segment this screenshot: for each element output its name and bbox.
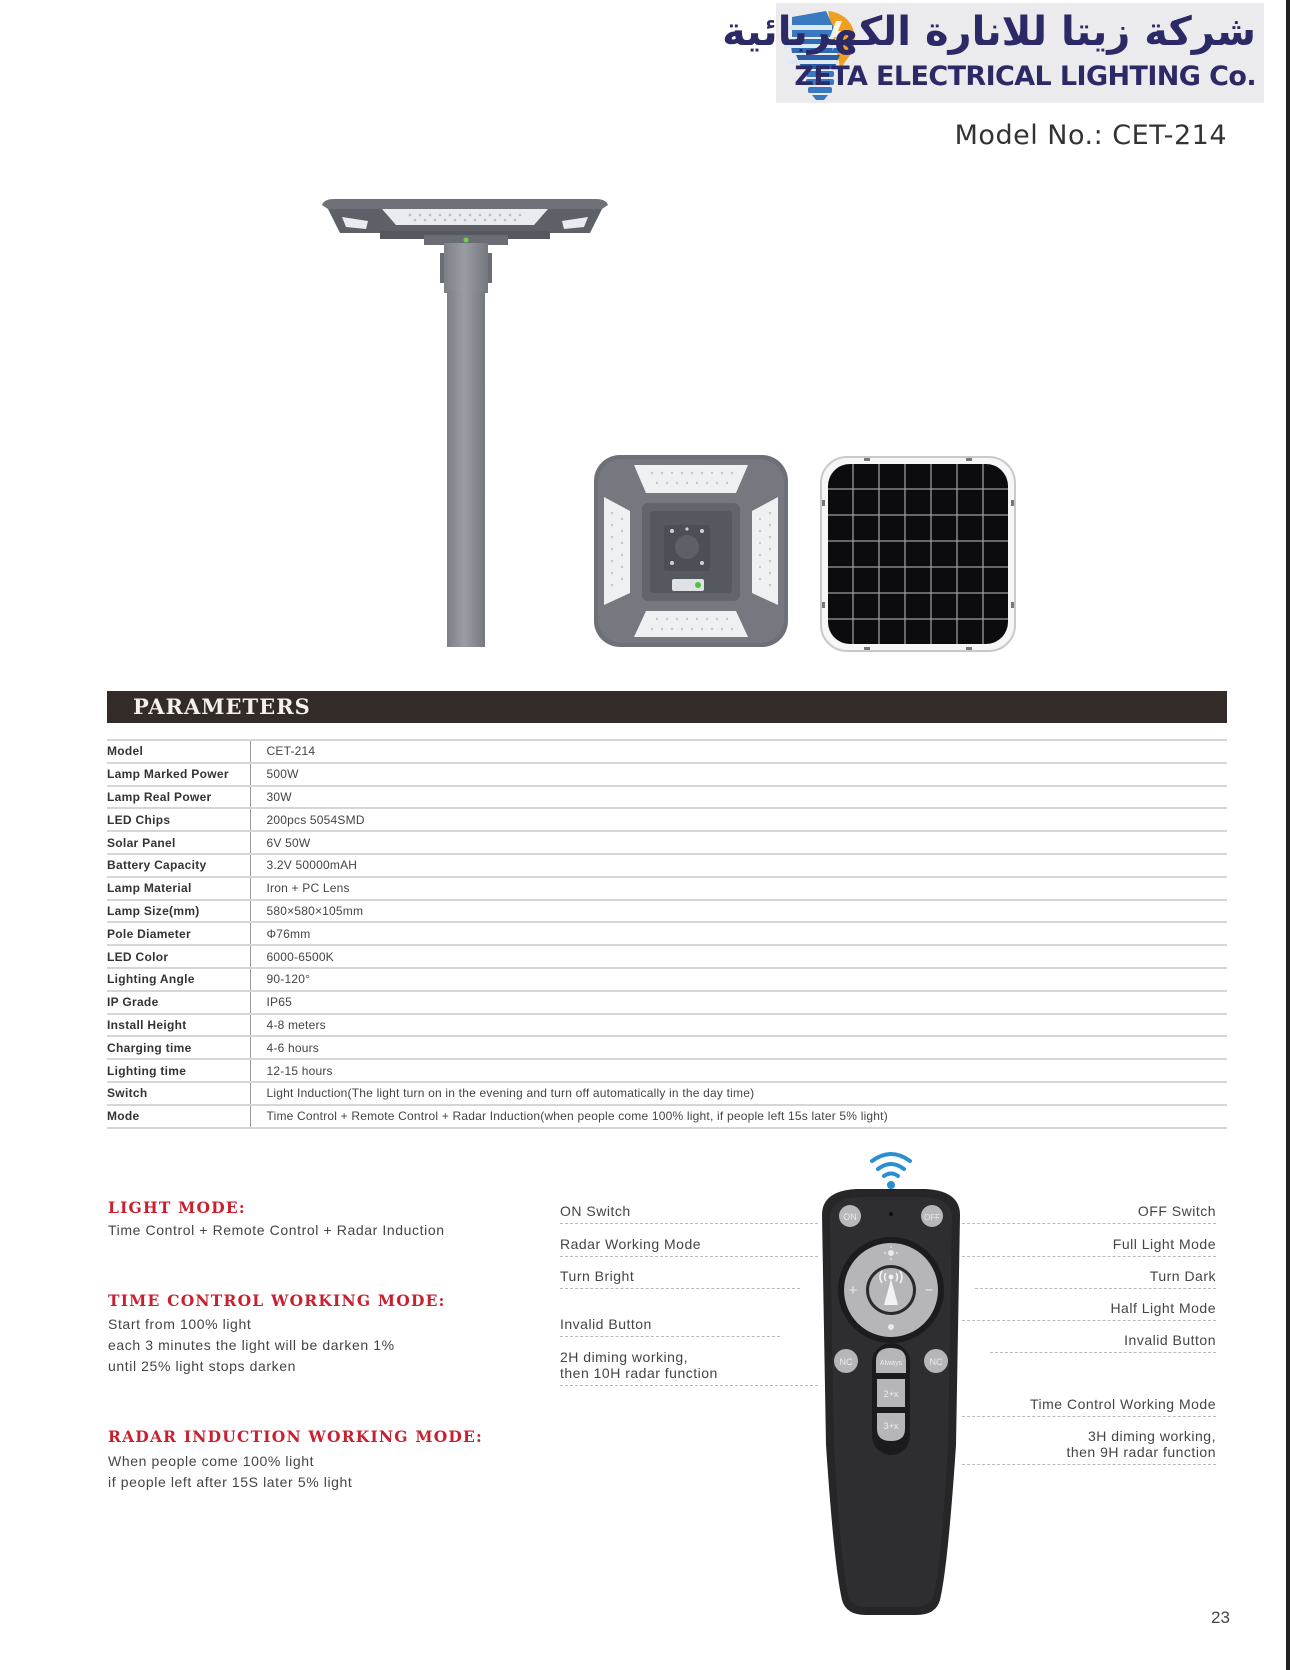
label-2h-diming: 2H diming working, [560,1349,689,1365]
label-invalid-button-right: Invalid Button [1124,1332,1216,1348]
parameter-key: Charging time [107,1036,250,1059]
parameter-value: 200pcs 5054SMD [250,808,1227,831]
label-full-light-mode: Full Light Mode [1112,1236,1216,1252]
parameter-key: Mode [107,1105,250,1128]
parameter-key: Model [107,740,250,763]
parameter-value: 12-15 hours [250,1059,1227,1082]
time-control-title: TIME CONTROL WORKING MODE: [108,1291,446,1310]
parameter-row [107,854,1227,877]
parameter-row [107,877,1227,900]
page-number: 23 [1211,1608,1230,1627]
radar-induction-line: if people left after 15S later 5% light [108,1474,353,1490]
parameter-key: Install Height [107,1014,250,1037]
leader-line [560,1223,818,1224]
company-name-english: ZETA ELECTRICAL LIGHTING Co. [794,61,1256,92]
label-2h-radar: then 10H radar function [560,1365,718,1381]
parameter-key: Lamp Real Power [107,786,250,809]
parameter-row [107,1105,1227,1128]
parameter-row [107,786,1227,809]
lamp-bottom-view-image [592,453,790,649]
leader-line [975,1288,1216,1289]
leader-line [560,1256,818,1257]
leader-line [962,1464,1216,1465]
label-off-switch: OFF Switch [1137,1203,1216,1219]
label-time-control-mode: Time Control Working Mode [1029,1396,1216,1412]
label-3h-radar: then 9H radar function [1066,1444,1216,1460]
company-name-arabic: شركة زيتا للانارة الكهربائية [722,9,1256,55]
svg-text:Always: Always [879,1360,903,1367]
leader-line [962,1223,1216,1224]
parameter-value: 4-6 hours [250,1036,1227,1059]
parameter-row [107,991,1227,1014]
leader-line [962,1416,1216,1417]
plus-button: + [848,1282,858,1299]
label-3h-diming: 3H diming working, [1087,1428,1216,1444]
parameter-row [107,1036,1227,1059]
parameter-row [107,808,1227,831]
wifi-signal-icon [872,1154,910,1176]
svg-text:OFF: OFF [924,1213,940,1222]
svg-text:NC: NC [929,1357,943,1367]
label-on-switch: ON Switch [560,1203,631,1219]
nc-left-button [834,1349,858,1373]
parameters-table [107,739,1227,1129]
parameter-key: Switch [107,1082,250,1105]
parameter-row [107,1059,1227,1082]
parameter-value: 580×580×105mm [250,900,1227,923]
svg-text:2+x: 2+x [883,1389,899,1399]
3x-button [877,1413,905,1441]
leader-line [990,1352,1216,1353]
parameter-row [107,763,1227,786]
parameter-row [107,831,1227,854]
leader-line [560,1288,800,1289]
leader-line [962,1320,1216,1321]
parameter-key: IP Grade [107,991,250,1014]
parameter-value: IP65 [250,991,1227,1014]
parameter-row [107,1082,1227,1105]
parameter-row [107,900,1227,923]
model-number: Model No.: CET-214 [954,120,1227,151]
minus-button: − [924,1282,934,1299]
parameter-value: 500W [250,763,1227,786]
solar-panel-image [820,456,1016,652]
radar-induction-line: When people come 100% light [108,1453,315,1469]
leader-line [962,1256,1216,1257]
light-mode-line: Time Control + Remote Control + Radar Induction [108,1222,445,1238]
parameter-key: Battery Capacity [107,854,250,877]
parameter-value: 3.2V 50000mAH [250,854,1227,877]
sun-bright-icon [888,1250,894,1256]
parameter-value: 30W [250,786,1227,809]
parameter-key: Lamp Material [107,877,250,900]
parameters-title: PARAMETERS [133,694,311,719]
label-radar-working-mode: Radar Working Mode [560,1236,702,1252]
parameters-header [107,691,1227,723]
parameter-row [107,1014,1227,1037]
radar-induction-title: RADAR INDUCTION WORKING MODE: [108,1427,483,1446]
svg-text:ON: ON [843,1212,857,1222]
parameter-row [107,968,1227,991]
remote-control-image [816,1145,966,1620]
label-turn-dark: Turn Dark [1149,1268,1216,1284]
company-logo [722,3,1264,103]
parameter-value: Φ76mm [250,922,1227,945]
parameter-key: Pole Diameter [107,922,250,945]
page-edge [1286,0,1290,1670]
svg-text:NC: NC [839,1357,853,1367]
parameter-value: 4-8 meters [250,1014,1227,1037]
parameter-key: Lighting time [107,1059,250,1082]
off-button [921,1205,943,1227]
parameter-key: Solar Panel [107,831,250,854]
time-control-line: until 25% light stops darken [108,1358,297,1374]
leader-line [560,1385,818,1386]
always-button [876,1348,906,1373]
parameter-row [107,945,1227,968]
parameter-value: 6V 50W [250,831,1227,854]
svg-text:3+x: 3+x [883,1421,899,1431]
parameter-key: LED Color [107,945,250,968]
parameter-row [107,922,1227,945]
lamp-side-image [320,195,610,647]
parameter-value: Light Induction(The light turn on in the evening and turn off automatically in the day time) [250,1082,1227,1105]
parameter-key: Lighting Angle [107,968,250,991]
label-invalid-button-left: Invalid Button [560,1316,652,1332]
label-half-light-mode: Half Light Mode [1110,1300,1216,1316]
parameter-value: Iron + PC Lens [250,877,1227,900]
on-button [839,1205,861,1227]
parameter-value: 6000-6500K [250,945,1227,968]
parameter-key: LED Chips [107,808,250,831]
parameter-value: Time Control + Remote Control + Radar Induction(when people come 100% light, if people left 15s later 5% light) [250,1105,1227,1128]
time-control-line: Start from 100% light [108,1316,252,1332]
2x-button [877,1379,905,1407]
parameter-key: Lamp Size(mm) [107,900,250,923]
light-mode-title: LIGHT MODE: [108,1198,246,1217]
time-control-line: each 3 minutes the light will be darken 1% [108,1337,395,1353]
nc-right-button [924,1349,948,1373]
parameter-key: Lamp Marked Power [107,763,250,786]
leader-line [560,1336,780,1337]
label-turn-bright: Turn Bright [560,1268,635,1284]
parameter-row [107,740,1227,763]
parameter-value: 90-120° [250,968,1227,991]
sun-half-icon [888,1324,894,1330]
parameter-value: CET-214 [250,740,1227,763]
